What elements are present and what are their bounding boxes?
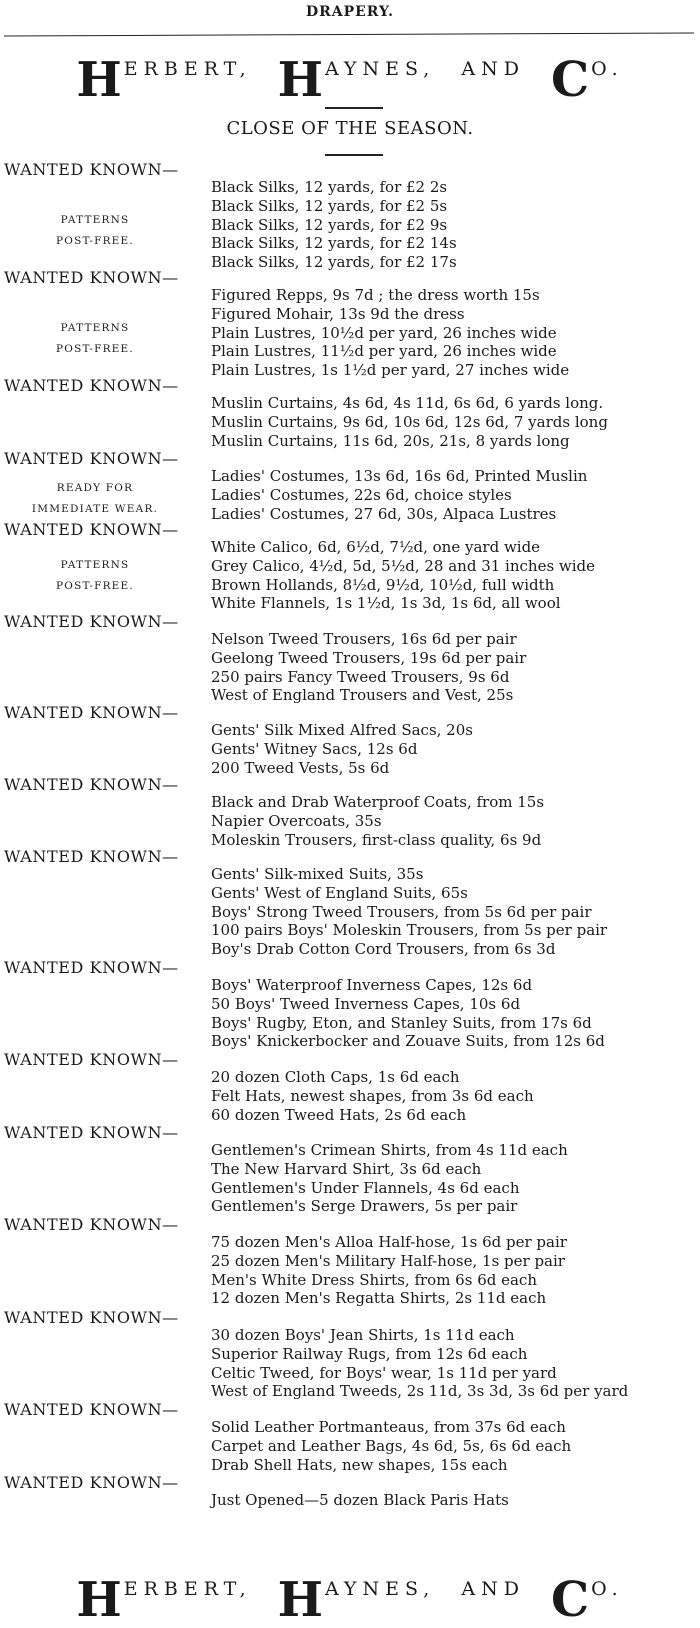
list-item: Muslin Curtains, 4s 6d, 4s 11d, 6s 6d, 6 yards long. bbox=[211, 394, 604, 412]
firm-word-co: O. bbox=[591, 58, 624, 80]
wanted-known-heading: WANTED KNOWN— bbox=[4, 268, 179, 287]
firm-word-and: AND bbox=[461, 1578, 525, 1600]
item-list bbox=[211, 721, 473, 777]
list-item: Ladies' Costumes, 27 6d, 30s, Alpaca Lustres bbox=[211, 504, 557, 523]
list-item: Figured Repps, 9s 7d ; the dress worth 15s bbox=[211, 286, 540, 304]
section-note bbox=[20, 318, 170, 360]
list-item: Solid Leather Portmanteaus, from 37s 6d each bbox=[211, 1418, 566, 1436]
list-item: West of England Tweeds, 2s 11d, 3s 3d, 3s 6d per yard bbox=[211, 1382, 629, 1401]
wanted-known-heading: WANTED KNOWN— bbox=[4, 703, 179, 722]
list-item: Black Silks, 12 yards, for £2 14s bbox=[211, 234, 457, 253]
wanted-known-heading: WANTED KNOWN— bbox=[4, 520, 179, 539]
firm-word-and: AND bbox=[461, 58, 525, 80]
firm-initial-herbert: H bbox=[76, 1572, 124, 1628]
item-list bbox=[211, 538, 595, 613]
list-item: Grey Calico, 4½d, 5d, 5½d, 28 and 31 inches wide bbox=[211, 556, 596, 575]
section-note-line: PATTERNS bbox=[60, 322, 130, 334]
item-list bbox=[211, 1418, 571, 1474]
list-item: 12 dozen Men's Regatta Shirts, 2s 11d each bbox=[211, 1289, 547, 1308]
list-item: Nelson Tweed Trousers, 16s 6d per pair bbox=[211, 630, 517, 648]
list-item: Just Opened—5 dozen Black Paris Hats bbox=[211, 1491, 509, 1509]
item-list bbox=[211, 630, 526, 705]
list-item: Boys' Knickerbocker and Zouave Suits, from 12s 6d bbox=[211, 1032, 605, 1051]
wanted-known-heading: WANTED KNOWN— bbox=[4, 1215, 179, 1234]
firm-initial-haynes: H bbox=[277, 1572, 325, 1628]
list-item: Superior Railway Rugs, from 12s 6d each bbox=[211, 1344, 528, 1363]
list-item: Black Silks, 12 yards, for £2 9s bbox=[211, 215, 448, 234]
list-item: Men's White Dress Shirts, from 6s 6d each bbox=[211, 1270, 537, 1289]
list-item: Gentlemen's Under Flannels, 4s 6d each bbox=[211, 1178, 520, 1197]
list-item: 50 Boys' Tweed Inverness Capes, 10s 6d bbox=[211, 994, 521, 1013]
section-note bbox=[20, 555, 170, 597]
list-item: Gentlemen's Crimean Shirts, from 4s 11d each bbox=[211, 1141, 568, 1159]
list-item: Gents' Silk Mixed Alfred Sacs, 20s bbox=[211, 721, 473, 739]
section-note-line: PATTERNS bbox=[60, 559, 130, 571]
item-list bbox=[211, 1068, 534, 1124]
list-item: Gentlemen's Serge Drawers, 5s per pair bbox=[211, 1197, 518, 1216]
list-item: Muslin Curtains, 11s 6d, 20s, 21s, 8 yards long bbox=[211, 431, 570, 450]
firm-initial-co: C bbox=[550, 1572, 592, 1628]
list-item: 100 pairs Boys' Moleskin Trousers, from 5s per pair bbox=[211, 921, 608, 940]
list-item: Gents' Witney Sacs, 12s 6d bbox=[211, 739, 418, 758]
wanted-known-heading: WANTED KNOWN— bbox=[4, 847, 179, 866]
wanted-known-heading: WANTED KNOWN— bbox=[4, 1050, 179, 1069]
firm-initial-herbert: H bbox=[76, 52, 124, 108]
firm-name-header bbox=[0, 52, 700, 108]
wanted-known-heading: WANTED KNOWN— bbox=[4, 1123, 179, 1142]
item-list bbox=[211, 394, 608, 450]
list-item: Gents' Silk-mixed Suits, 35s bbox=[211, 865, 424, 883]
item-list bbox=[211, 1326, 628, 1401]
list-item: Muslin Curtains, 9s 6d, 10s 6d, 12s 6d, 7 yards long bbox=[211, 412, 608, 431]
firm-word-haynes: AYNES, bbox=[324, 1578, 436, 1600]
header-rule bbox=[325, 107, 383, 109]
list-item: Drab Shell Hats, new shapes, 15s each bbox=[211, 1455, 508, 1474]
list-item: Plain Lustres, 10½d per yard, 26 inches wide bbox=[211, 323, 557, 342]
section-note bbox=[20, 210, 170, 252]
section-note-line: PATTERNS bbox=[60, 214, 130, 226]
list-item: West of England Trousers and Vest, 25s bbox=[211, 686, 514, 705]
firm-word-herbert: ERBERT, bbox=[123, 58, 252, 80]
firm-word-haynes: AYNES, bbox=[324, 58, 436, 80]
section-note-line: READY FOR bbox=[56, 482, 134, 494]
list-item: Plain Lustres, 1s 1½d per yard, 27 inches wide bbox=[211, 361, 570, 380]
wanted-known-heading: WANTED KNOWN— bbox=[4, 1308, 179, 1327]
list-item: Black Silks, 12 yards, for £2 2s bbox=[211, 178, 448, 196]
wanted-known-heading: WANTED KNOWN— bbox=[4, 160, 179, 179]
list-item: Boys' Rugby, Eton, and Stanley Suits, from 17s 6d bbox=[211, 1013, 592, 1032]
subtitle: CLOSE OF THE SEASON. bbox=[226, 118, 474, 139]
item-list bbox=[211, 467, 587, 523]
list-item: Figured Mohair, 13s 9d the dress bbox=[211, 304, 465, 323]
list-item: 20 dozen Cloth Caps, 1s 6d each bbox=[211, 1068, 460, 1086]
section-note-line: IMMEDIATE WEAR. bbox=[31, 503, 159, 515]
list-item: 60 dozen Tweed Hats, 2s 6d each bbox=[211, 1105, 467, 1124]
item-list bbox=[211, 1141, 568, 1216]
firm-word-herbert: ERBERT, bbox=[123, 1578, 252, 1600]
list-item: Black Silks, 12 yards, for £2 5s bbox=[211, 196, 448, 215]
list-item: 30 dozen Boys' Jean Shirts, 1s 11d each bbox=[211, 1326, 515, 1344]
list-item: Ladies' Costumes, 22s 6d, choice styles bbox=[211, 485, 512, 504]
firm-word-co: O. bbox=[591, 1578, 624, 1600]
item-list bbox=[211, 178, 457, 272]
wanted-known-heading: WANTED KNOWN— bbox=[4, 1400, 179, 1419]
item-list bbox=[211, 1233, 567, 1308]
list-item: White Flannels, 1s 1½d, 1s 3d, 1s 6d, all wool bbox=[211, 594, 561, 613]
item-list bbox=[211, 976, 605, 1051]
section-note bbox=[20, 478, 170, 520]
list-item: Boys' Strong Tweed Trousers, from 5s 6d per pair bbox=[211, 902, 592, 921]
list-item: Ladies' Costumes, 13s 6d, 16s 6d, Printed Muslin bbox=[211, 467, 588, 485]
firm-initial-haynes: H bbox=[277, 52, 325, 108]
list-item: The New Harvard Shirt, 3s 6d each bbox=[211, 1159, 482, 1178]
list-item: Celtic Tweed, for Boys' wear, 1s 11d per yard bbox=[211, 1363, 557, 1382]
item-list bbox=[211, 865, 607, 959]
section-note-line: POST-FREE. bbox=[56, 343, 134, 355]
list-item: Boys' Waterproof Inverness Capes, 12s 6d bbox=[211, 976, 533, 994]
list-item: 200 Tweed Vests, 5s 6d bbox=[211, 758, 390, 777]
list-item: 25 dozen Men's Military Half-hose, 1s per pair bbox=[211, 1251, 565, 1270]
top-rule bbox=[4, 32, 694, 36]
wanted-known-heading: WANTED KNOWN— bbox=[4, 376, 179, 395]
item-list bbox=[211, 1491, 509, 1510]
list-item: Boy's Drab Cotton Cord Trousers, from 6s 3d bbox=[211, 940, 556, 959]
list-item: 250 pairs Fancy Tweed Trousers, 9s 6d bbox=[211, 667, 510, 686]
list-item: Felt Hats, newest shapes, from 3s 6d each bbox=[211, 1086, 534, 1105]
list-item: Moleskin Trousers, first-class quality, 6s 9d bbox=[211, 830, 542, 849]
list-item: Geelong Tweed Trousers, 19s 6d per pair bbox=[211, 648, 527, 667]
list-item: Black and Drab Waterproof Coats, from 15s bbox=[211, 793, 545, 811]
wanted-known-heading: WANTED KNOWN— bbox=[4, 449, 179, 468]
wanted-known-heading: WANTED KNOWN— bbox=[4, 958, 179, 977]
list-item: Carpet and Leather Bags, 4s 6d, 5s, 6s 6d each bbox=[211, 1436, 572, 1455]
list-item: Black Silks, 12 yards, for £2 17s bbox=[211, 253, 457, 272]
list-item: Gents' West of England Suits, 65s bbox=[211, 883, 468, 902]
list-item: White Calico, 6d, 6½d, 7½d, one yard wide bbox=[211, 538, 541, 556]
wanted-known-heading: WANTED KNOWN— bbox=[4, 1473, 179, 1492]
list-item: Brown Hollands, 8½d, 9½d, 10½d, full width bbox=[211, 575, 555, 594]
firm-name-footer bbox=[0, 1572, 700, 1628]
section-note-line: POST-FREE. bbox=[56, 580, 134, 592]
wanted-known-heading: WANTED KNOWN— bbox=[4, 775, 179, 794]
firm-initial-co: C bbox=[550, 52, 592, 108]
item-list bbox=[211, 793, 544, 849]
list-item: 75 dozen Men's Alloa Half-hose, 1s 6d per pair bbox=[211, 1233, 567, 1251]
section-title: DRAPERY. bbox=[305, 4, 395, 20]
list-item: Napier Overcoats, 35s bbox=[211, 811, 382, 830]
list-item: Plain Lustres, 11½d per yard, 26 inches wide bbox=[211, 342, 557, 361]
subtitle-rule bbox=[325, 154, 383, 156]
item-list bbox=[211, 286, 569, 380]
wanted-known-heading: WANTED KNOWN— bbox=[4, 612, 179, 631]
section-note-line: POST-FREE. bbox=[56, 235, 134, 247]
